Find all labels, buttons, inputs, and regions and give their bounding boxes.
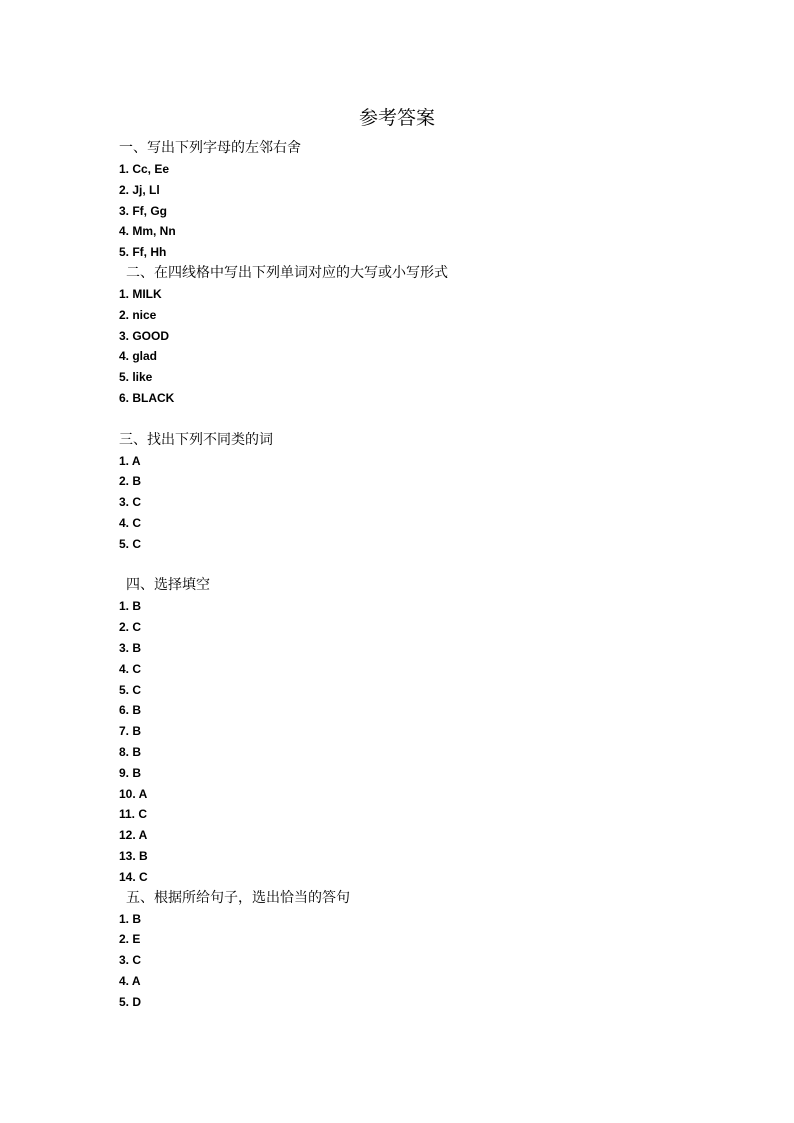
answer-item: 2. B	[119, 474, 142, 489]
section-heading: 四、选择填空	[126, 577, 210, 594]
answer-item: 1. A	[119, 453, 141, 468]
answer-item: 4. glad	[119, 349, 158, 364]
answer-item: 2. E	[119, 932, 141, 947]
answer-item: 10. A	[119, 786, 148, 801]
answer-item: 3. Ff, Gg	[119, 203, 167, 218]
answer-item: 2. Jj, Ll	[119, 182, 160, 197]
answer-item: 13. B	[119, 848, 148, 863]
answer-item: 2. C	[119, 620, 142, 635]
answer-item: 14. C	[119, 869, 148, 884]
answer-item: 4. Mm, Nn	[119, 224, 176, 239]
answer-item: 2. nice	[119, 307, 157, 322]
spacer	[119, 409, 679, 430]
answer-item: 1. MILK	[119, 286, 162, 301]
answer-item: 8. B	[119, 744, 142, 759]
answer-item: 3. GOOD	[119, 328, 170, 343]
answer-item: 3. C	[119, 953, 142, 968]
answer-item: 4. C	[119, 661, 142, 676]
answer-item: 4. A	[119, 973, 141, 988]
answer-item: 9. B	[119, 765, 142, 780]
answer-item: 5. C	[119, 682, 142, 697]
answer-item: 6. B	[119, 703, 142, 718]
answer-item: 5. Ff, Hh	[119, 245, 167, 260]
section-heading: 二、在四线格中写出下列单词对应的大写或小写形式	[126, 264, 448, 281]
answer-item: 11. C	[119, 807, 148, 822]
answer-item: 5. D	[119, 994, 142, 1009]
answer-item: 4. C	[119, 515, 142, 530]
section-heading: 五、根据所给句子，选出恰当的答句	[126, 889, 350, 906]
spacer	[119, 555, 679, 576]
answer-item: 12. A	[119, 828, 148, 843]
answer-item: 5. C	[119, 536, 142, 551]
answer-item: 7. B	[119, 724, 142, 739]
section-heading: 三、找出下列不同类的词	[119, 431, 273, 448]
section-heading: 一、写出下列字母的左邻右舍	[119, 140, 301, 156]
answer-item: 1. B	[119, 599, 142, 614]
answer-item: 1. B	[119, 911, 142, 926]
answer-key	[119, 138, 679, 1012]
answer-item: 6. BLACK	[119, 390, 175, 405]
page-title: 参考答案	[358, 107, 435, 129]
answer-item: 3. C	[119, 495, 142, 510]
answer-item: 1. Cc, Ee	[119, 162, 170, 176]
answer-item: 5. like	[119, 370, 153, 385]
answer-item: 3. B	[119, 640, 142, 655]
